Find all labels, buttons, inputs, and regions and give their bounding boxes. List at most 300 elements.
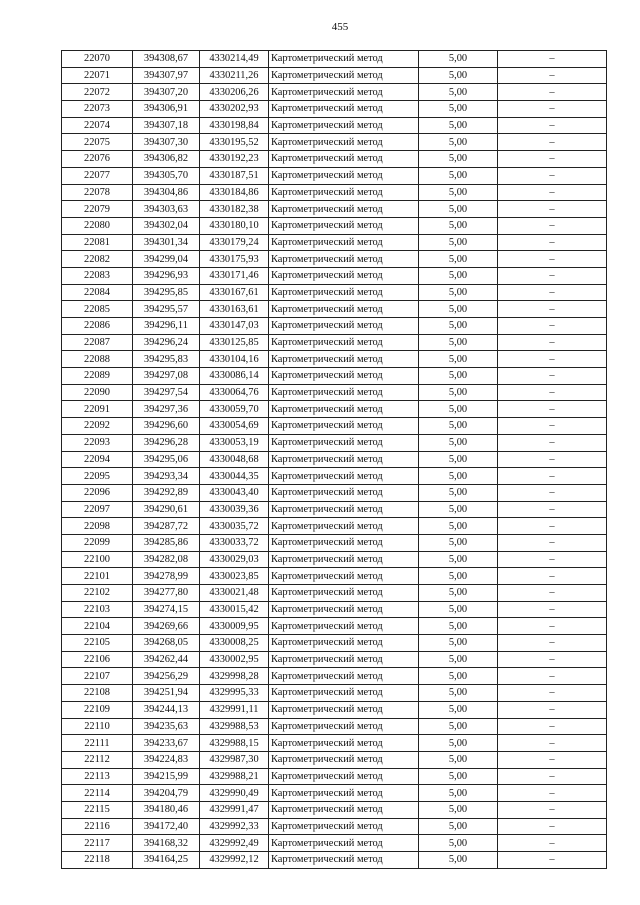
- table-row: [62, 217, 607, 234]
- point-number-cell: 22100: [62, 551, 133, 568]
- method-cell: Картометрический метод: [269, 818, 419, 835]
- x-coordinate-cell: 394164,25: [133, 852, 200, 869]
- description-cell: –: [498, 201, 607, 218]
- point-number-cell: 22083: [62, 267, 133, 284]
- method-cell: Картометрический метод: [269, 67, 419, 84]
- method-cell: Картометрический метод: [269, 251, 419, 268]
- point-number-cell: 22072: [62, 84, 133, 101]
- point-number-cell: 22106: [62, 651, 133, 668]
- description-cell: –: [498, 768, 607, 785]
- x-coordinate-cell: 394282,08: [133, 551, 200, 568]
- accuracy-cell: 5,00: [419, 334, 498, 351]
- accuracy-cell: 5,00: [419, 201, 498, 218]
- description-cell: –: [498, 67, 607, 84]
- method-cell: Картометрический метод: [269, 217, 419, 234]
- x-coordinate-cell: 394307,30: [133, 134, 200, 151]
- method-cell: Картометрический метод: [269, 568, 419, 585]
- point-number-cell: 22074: [62, 117, 133, 134]
- accuracy-cell: 5,00: [419, 368, 498, 385]
- accuracy-cell: 5,00: [419, 418, 498, 435]
- table-row: [62, 301, 607, 318]
- y-coordinate-cell: 4330059,70: [200, 401, 269, 418]
- method-cell: Картометрический метод: [269, 618, 419, 635]
- x-coordinate-cell: 394235,63: [133, 718, 200, 735]
- method-cell: Картометрический метод: [269, 635, 419, 652]
- y-coordinate-cell: 4330198,84: [200, 117, 269, 134]
- point-number-cell: 22103: [62, 601, 133, 618]
- point-number-cell: 22109: [62, 701, 133, 718]
- description-cell: –: [498, 585, 607, 602]
- table-row: [62, 484, 607, 501]
- point-number-cell: 22075: [62, 134, 133, 151]
- accuracy-cell: 5,00: [419, 251, 498, 268]
- y-coordinate-cell: 4329988,53: [200, 718, 269, 735]
- method-cell: Картометрический метод: [269, 234, 419, 251]
- accuracy-cell: 5,00: [419, 184, 498, 201]
- description-cell: –: [498, 301, 607, 318]
- method-cell: Картометрический метод: [269, 401, 419, 418]
- y-coordinate-cell: 4330163,61: [200, 301, 269, 318]
- y-coordinate-cell: 4329992,12: [200, 852, 269, 869]
- table-row: [62, 151, 607, 168]
- y-coordinate-cell: 4330039,36: [200, 501, 269, 518]
- accuracy-cell: 5,00: [419, 284, 498, 301]
- point-number-cell: 22118: [62, 852, 133, 869]
- method-cell: Картометрический метод: [269, 368, 419, 385]
- accuracy-cell: 5,00: [419, 384, 498, 401]
- description-cell: –: [498, 151, 607, 168]
- x-coordinate-cell: 394305,70: [133, 167, 200, 184]
- y-coordinate-cell: 4330029,03: [200, 551, 269, 568]
- x-coordinate-cell: 394296,24: [133, 334, 200, 351]
- point-number-cell: 22079: [62, 201, 133, 218]
- x-coordinate-cell: 394277,80: [133, 585, 200, 602]
- table-row: [62, 668, 607, 685]
- accuracy-cell: 5,00: [419, 451, 498, 468]
- accuracy-cell: 5,00: [419, 735, 498, 752]
- x-coordinate-cell: 394233,67: [133, 735, 200, 752]
- x-coordinate-cell: 394299,04: [133, 251, 200, 268]
- description-cell: –: [498, 51, 607, 68]
- table-row: [62, 51, 607, 68]
- x-coordinate-cell: 394251,94: [133, 685, 200, 702]
- accuracy-cell: 5,00: [419, 301, 498, 318]
- x-coordinate-cell: 394304,86: [133, 184, 200, 201]
- y-coordinate-cell: 4329990,49: [200, 785, 269, 802]
- description-cell: –: [498, 818, 607, 835]
- y-coordinate-cell: 4330043,40: [200, 484, 269, 501]
- table-row: [62, 651, 607, 668]
- y-coordinate-cell: 4330175,93: [200, 251, 269, 268]
- method-cell: Картометрический метод: [269, 434, 419, 451]
- y-coordinate-cell: 4330015,42: [200, 601, 269, 618]
- description-cell: –: [498, 351, 607, 368]
- accuracy-cell: 5,00: [419, 618, 498, 635]
- y-coordinate-cell: 4330202,93: [200, 101, 269, 118]
- method-cell: Картометрический метод: [269, 852, 419, 869]
- table-row: [62, 585, 607, 602]
- point-number-cell: 22094: [62, 451, 133, 468]
- table-row: [62, 368, 607, 385]
- accuracy-cell: 5,00: [419, 701, 498, 718]
- y-coordinate-cell: 4330182,38: [200, 201, 269, 218]
- point-number-cell: 22071: [62, 67, 133, 84]
- point-number-cell: 22095: [62, 468, 133, 485]
- y-coordinate-cell: 4330002,95: [200, 651, 269, 668]
- point-number-cell: 22093: [62, 434, 133, 451]
- y-coordinate-cell: 4330086,14: [200, 368, 269, 385]
- x-coordinate-cell: 394307,18: [133, 117, 200, 134]
- description-cell: –: [498, 735, 607, 752]
- accuracy-cell: 5,00: [419, 167, 498, 184]
- point-number-cell: 22092: [62, 418, 133, 435]
- method-cell: Картометрический метод: [269, 184, 419, 201]
- accuracy-cell: 5,00: [419, 801, 498, 818]
- x-coordinate-cell: 394296,93: [133, 267, 200, 284]
- description-cell: –: [498, 234, 607, 251]
- accuracy-cell: 5,00: [419, 217, 498, 234]
- accuracy-cell: 5,00: [419, 785, 498, 802]
- method-cell: Картометрический метод: [269, 685, 419, 702]
- table-row: [62, 318, 607, 335]
- method-cell: Картометрический метод: [269, 334, 419, 351]
- accuracy-cell: 5,00: [419, 501, 498, 518]
- point-number-cell: 22077: [62, 167, 133, 184]
- description-cell: –: [498, 551, 607, 568]
- accuracy-cell: 5,00: [419, 718, 498, 735]
- table-row: [62, 334, 607, 351]
- point-number-cell: 22088: [62, 351, 133, 368]
- method-cell: Картометрический метод: [269, 284, 419, 301]
- x-coordinate-cell: 394168,32: [133, 835, 200, 852]
- point-number-cell: 22117: [62, 835, 133, 852]
- point-number-cell: 22073: [62, 101, 133, 118]
- y-coordinate-cell: 4329988,21: [200, 768, 269, 785]
- description-cell: –: [498, 568, 607, 585]
- x-coordinate-cell: 394268,05: [133, 635, 200, 652]
- description-cell: –: [498, 518, 607, 535]
- method-cell: Картометрический метод: [269, 701, 419, 718]
- description-cell: –: [498, 334, 607, 351]
- x-coordinate-cell: 394297,36: [133, 401, 200, 418]
- method-cell: Картометрический метод: [269, 768, 419, 785]
- table-row: [62, 801, 607, 818]
- table-row: [62, 768, 607, 785]
- point-number-cell: 22114: [62, 785, 133, 802]
- method-cell: Картометрический метод: [269, 501, 419, 518]
- description-cell: –: [498, 101, 607, 118]
- accuracy-cell: 5,00: [419, 768, 498, 785]
- table-row: [62, 835, 607, 852]
- description-cell: –: [498, 484, 607, 501]
- method-cell: Картометрический метод: [269, 151, 419, 168]
- accuracy-cell: 5,00: [419, 534, 498, 551]
- method-cell: Картометрический метод: [269, 651, 419, 668]
- point-number-cell: 22090: [62, 384, 133, 401]
- accuracy-cell: 5,00: [419, 585, 498, 602]
- table-row: [62, 67, 607, 84]
- method-cell: Картометрический метод: [269, 267, 419, 284]
- table-row: [62, 818, 607, 835]
- point-number-cell: 22078: [62, 184, 133, 201]
- accuracy-cell: 5,00: [419, 852, 498, 869]
- method-cell: Картометрический метод: [269, 134, 419, 151]
- accuracy-cell: 5,00: [419, 84, 498, 101]
- y-coordinate-cell: 4330211,26: [200, 67, 269, 84]
- description-cell: –: [498, 718, 607, 735]
- x-coordinate-cell: 394180,46: [133, 801, 200, 818]
- x-coordinate-cell: 394224,83: [133, 751, 200, 768]
- method-cell: Картометрический метод: [269, 201, 419, 218]
- table-body: [62, 51, 607, 869]
- accuracy-cell: 5,00: [419, 818, 498, 835]
- point-number-cell: 22104: [62, 618, 133, 635]
- table-row: [62, 518, 607, 535]
- description-cell: –: [498, 785, 607, 802]
- accuracy-cell: 5,00: [419, 568, 498, 585]
- table-row: [62, 701, 607, 718]
- description-cell: –: [498, 635, 607, 652]
- y-coordinate-cell: 4330192,23: [200, 151, 269, 168]
- point-number-cell: 22089: [62, 368, 133, 385]
- y-coordinate-cell: 4330033,72: [200, 534, 269, 551]
- method-cell: Картометрический метод: [269, 601, 419, 618]
- method-cell: Картометрический метод: [269, 117, 419, 134]
- y-coordinate-cell: 4330167,61: [200, 284, 269, 301]
- point-number-cell: 22085: [62, 301, 133, 318]
- method-cell: Картометрический метод: [269, 384, 419, 401]
- accuracy-cell: 5,00: [419, 601, 498, 618]
- table-row: [62, 167, 607, 184]
- description-cell: –: [498, 835, 607, 852]
- x-coordinate-cell: 394303,63: [133, 201, 200, 218]
- description-cell: –: [498, 451, 607, 468]
- coordinates-table: [61, 50, 607, 869]
- table-row: [62, 685, 607, 702]
- method-cell: Картометрический метод: [269, 551, 419, 568]
- point-number-cell: 22111: [62, 735, 133, 752]
- point-number-cell: 22082: [62, 251, 133, 268]
- method-cell: Картометрический метод: [269, 801, 419, 818]
- table-row: [62, 751, 607, 768]
- y-coordinate-cell: 4330054,69: [200, 418, 269, 435]
- accuracy-cell: 5,00: [419, 401, 498, 418]
- accuracy-cell: 5,00: [419, 267, 498, 284]
- description-cell: –: [498, 534, 607, 551]
- table-row: [62, 184, 607, 201]
- x-coordinate-cell: 394306,82: [133, 151, 200, 168]
- method-cell: Картометрический метод: [269, 167, 419, 184]
- x-coordinate-cell: 394296,60: [133, 418, 200, 435]
- table-row: [62, 434, 607, 451]
- x-coordinate-cell: 394287,72: [133, 518, 200, 535]
- description-cell: –: [498, 701, 607, 718]
- table-row: [62, 101, 607, 118]
- y-coordinate-cell: 4330035,72: [200, 518, 269, 535]
- point-number-cell: 22091: [62, 401, 133, 418]
- x-coordinate-cell: 394172,40: [133, 818, 200, 835]
- point-number-cell: 22081: [62, 234, 133, 251]
- table-row: [62, 468, 607, 485]
- accuracy-cell: 5,00: [419, 101, 498, 118]
- description-cell: –: [498, 384, 607, 401]
- method-cell: Картометрический метод: [269, 318, 419, 335]
- x-coordinate-cell: 394301,34: [133, 234, 200, 251]
- point-number-cell: 22112: [62, 751, 133, 768]
- description-cell: –: [498, 601, 607, 618]
- table-row: [62, 234, 607, 251]
- description-cell: –: [498, 318, 607, 335]
- y-coordinate-cell: 4330053,19: [200, 434, 269, 451]
- x-coordinate-cell: 394285,86: [133, 534, 200, 551]
- method-cell: Картометрический метод: [269, 835, 419, 852]
- table-row: [62, 785, 607, 802]
- table-row: [62, 718, 607, 735]
- description-cell: –: [498, 418, 607, 435]
- x-coordinate-cell: 394274,15: [133, 601, 200, 618]
- x-coordinate-cell: 394256,29: [133, 668, 200, 685]
- table-row: [62, 351, 607, 368]
- x-coordinate-cell: 394308,67: [133, 51, 200, 68]
- x-coordinate-cell: 394215,99: [133, 768, 200, 785]
- x-coordinate-cell: 394297,08: [133, 368, 200, 385]
- y-coordinate-cell: 4329987,30: [200, 751, 269, 768]
- description-cell: –: [498, 251, 607, 268]
- method-cell: Картометрический метод: [269, 484, 419, 501]
- point-number-cell: 22115: [62, 801, 133, 818]
- description-cell: –: [498, 401, 607, 418]
- description-cell: –: [498, 751, 607, 768]
- point-number-cell: 22107: [62, 668, 133, 685]
- accuracy-cell: 5,00: [419, 835, 498, 852]
- description-cell: –: [498, 668, 607, 685]
- y-coordinate-cell: 4330064,76: [200, 384, 269, 401]
- point-number-cell: 22084: [62, 284, 133, 301]
- y-coordinate-cell: 4330187,51: [200, 167, 269, 184]
- x-coordinate-cell: 394306,91: [133, 101, 200, 118]
- y-coordinate-cell: 4330044,35: [200, 468, 269, 485]
- point-number-cell: 22098: [62, 518, 133, 535]
- accuracy-cell: 5,00: [419, 67, 498, 84]
- point-number-cell: 22080: [62, 217, 133, 234]
- accuracy-cell: 5,00: [419, 234, 498, 251]
- method-cell: Картометрический метод: [269, 785, 419, 802]
- y-coordinate-cell: 4330125,85: [200, 334, 269, 351]
- x-coordinate-cell: 394295,57: [133, 301, 200, 318]
- accuracy-cell: 5,00: [419, 651, 498, 668]
- method-cell: Картометрический метод: [269, 518, 419, 535]
- table-row: [62, 551, 607, 568]
- point-number-cell: 22116: [62, 818, 133, 835]
- method-cell: Картометрический метод: [269, 451, 419, 468]
- table-row: [62, 735, 607, 752]
- point-number-cell: 22070: [62, 51, 133, 68]
- point-number-cell: 22110: [62, 718, 133, 735]
- description-cell: –: [498, 501, 607, 518]
- y-coordinate-cell: 4330214,49: [200, 51, 269, 68]
- x-coordinate-cell: 394204,79: [133, 785, 200, 802]
- table-row: [62, 451, 607, 468]
- x-coordinate-cell: 394278,99: [133, 568, 200, 585]
- accuracy-cell: 5,00: [419, 51, 498, 68]
- description-cell: –: [498, 267, 607, 284]
- point-number-cell: 22102: [62, 585, 133, 602]
- accuracy-cell: 5,00: [419, 434, 498, 451]
- x-coordinate-cell: 394290,61: [133, 501, 200, 518]
- x-coordinate-cell: 394307,20: [133, 84, 200, 101]
- point-number-cell: 22101: [62, 568, 133, 585]
- method-cell: Картометрический метод: [269, 351, 419, 368]
- point-number-cell: 22087: [62, 334, 133, 351]
- table-row: [62, 401, 607, 418]
- table-row: [62, 501, 607, 518]
- description-cell: –: [498, 84, 607, 101]
- table-row: [62, 117, 607, 134]
- point-number-cell: 22096: [62, 484, 133, 501]
- description-cell: –: [498, 852, 607, 869]
- method-cell: Картометрический метод: [269, 418, 419, 435]
- description-cell: –: [498, 167, 607, 184]
- x-coordinate-cell: 394296,11: [133, 318, 200, 335]
- accuracy-cell: 5,00: [419, 468, 498, 485]
- table-row: [62, 852, 607, 869]
- method-cell: Картометрический метод: [269, 751, 419, 768]
- y-coordinate-cell: 4329991,11: [200, 701, 269, 718]
- x-coordinate-cell: 394295,85: [133, 284, 200, 301]
- y-coordinate-cell: 4330048,68: [200, 451, 269, 468]
- method-cell: Картометрический метод: [269, 84, 419, 101]
- table-row: [62, 418, 607, 435]
- description-cell: –: [498, 651, 607, 668]
- accuracy-cell: 5,00: [419, 484, 498, 501]
- accuracy-cell: 5,00: [419, 668, 498, 685]
- y-coordinate-cell: 4330009,95: [200, 618, 269, 635]
- point-number-cell: 22113: [62, 768, 133, 785]
- x-coordinate-cell: 394292,89: [133, 484, 200, 501]
- y-coordinate-cell: 4330195,52: [200, 134, 269, 151]
- y-coordinate-cell: 4329992,33: [200, 818, 269, 835]
- accuracy-cell: 5,00: [419, 685, 498, 702]
- x-coordinate-cell: 394297,54: [133, 384, 200, 401]
- y-coordinate-cell: 4329995,33: [200, 685, 269, 702]
- table-row: [62, 267, 607, 284]
- description-cell: –: [498, 117, 607, 134]
- method-cell: Картометрический метод: [269, 51, 419, 68]
- x-coordinate-cell: 394295,06: [133, 451, 200, 468]
- description-cell: –: [498, 801, 607, 818]
- table-row: [62, 635, 607, 652]
- table-row: [62, 601, 607, 618]
- point-number-cell: 22105: [62, 635, 133, 652]
- accuracy-cell: 5,00: [419, 318, 498, 335]
- accuracy-cell: 5,00: [419, 635, 498, 652]
- method-cell: Картометрический метод: [269, 534, 419, 551]
- table-row: [62, 84, 607, 101]
- accuracy-cell: 5,00: [419, 151, 498, 168]
- y-coordinate-cell: 4329988,15: [200, 735, 269, 752]
- method-cell: Картометрический метод: [269, 718, 419, 735]
- x-coordinate-cell: 394262,44: [133, 651, 200, 668]
- accuracy-cell: 5,00: [419, 551, 498, 568]
- y-coordinate-cell: 4330147,03: [200, 318, 269, 335]
- method-cell: Картометрический метод: [269, 585, 419, 602]
- y-coordinate-cell: 4330023,85: [200, 568, 269, 585]
- table-row: [62, 568, 607, 585]
- y-coordinate-cell: 4330104,16: [200, 351, 269, 368]
- accuracy-cell: 5,00: [419, 351, 498, 368]
- page-number: 455: [331, 21, 349, 33]
- y-coordinate-cell: 4330184,86: [200, 184, 269, 201]
